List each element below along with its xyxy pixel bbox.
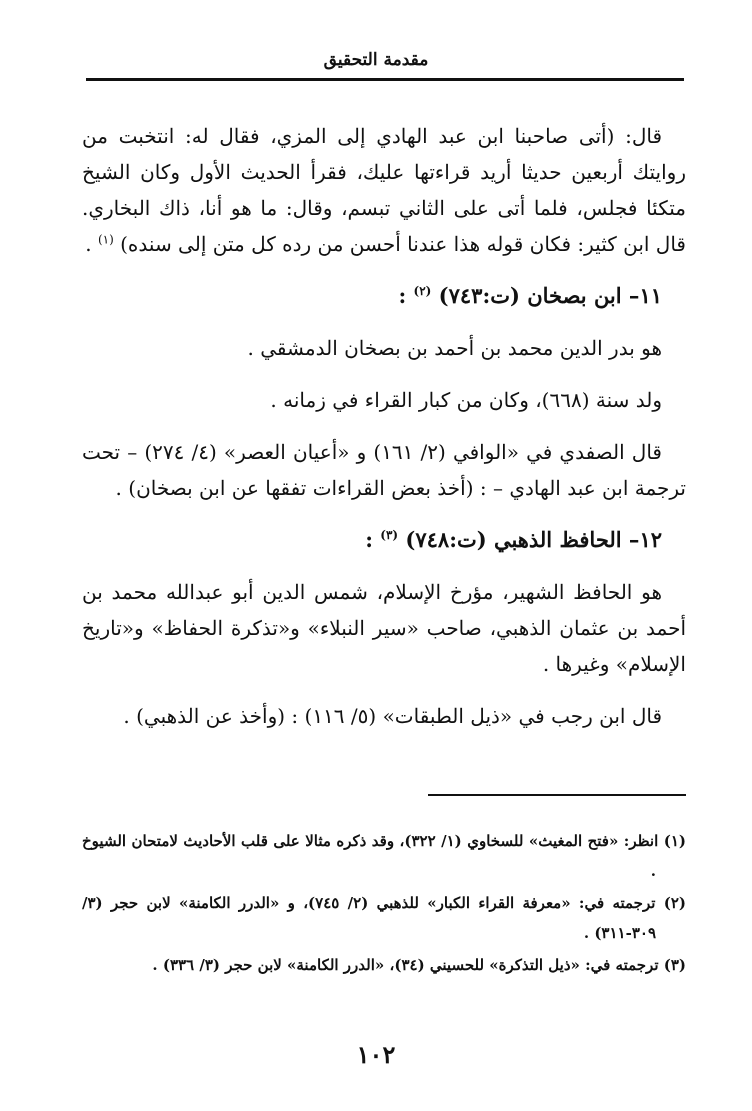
header-rule: [86, 78, 684, 81]
section-heading-12-end: :: [365, 527, 381, 552]
paragraph-birth: ولد سنة (٦٦٨)، وكان من كبار القراء في زمانه .: [270, 388, 662, 412]
paragraph-safadi: قال الصفدي في «الوافي (٢/ ١٦١) و «أعيان العصر» (٤/ ٢٧٤) – تحت ترجمة ابن عبد الهادي – : (أخذ بعض القراءات تفقها عن ابن بصخان) .: [82, 440, 686, 500]
section-heading-11-text: ١١– ابن بصخان (ت:٧٤٣): [438, 283, 662, 308]
section-heading-11: [82, 278, 686, 314]
paragraph-quote-text: قال: (أتى صاحبنا ابن عبد الهادي إلى المزي، فقال له: انتخبت من روايتك أربعين حديثا أريد قراءتها عليك، فقرأ الحديث الأول وكان الشيخ متكئا فجلس، فلما أتى على الثاني تبسم، وقال: ما هو أنا، ذاك البخاري. قال ابن كثير: فكان قوله هذا عندنا أحسن من رده كل متن إلى سنده): [82, 124, 686, 256]
footnotes: [82, 826, 686, 982]
main-text: [82, 118, 686, 750]
footnote-3: (٣) ترجمته في: «ذيل التذكرة» للحسيني (٣٤)، «الدرر الكامنة» لابن حجر (٣/ ٣٣٦) .: [152, 956, 686, 974]
running-header: مقدمة التحقيق: [323, 50, 429, 70]
paragraph-quote-end: .: [85, 232, 98, 256]
footnote-ref-3[interactable]: (٣): [380, 528, 399, 542]
page-number: ١٠٢: [356, 1040, 396, 1069]
footnote-ref-2[interactable]: (٢): [413, 284, 432, 298]
section-heading-12: [82, 522, 686, 558]
footnote-2: (٢) ترجمته في: «معرفة القراء الكبار» للذهبي (٢/ ٧٤٥)، و «الدرر الكامنة» لابن حجر (٣/ ٣٠٩-٣١١) .: [82, 894, 686, 942]
section-heading-11-end: :: [398, 283, 414, 308]
paragraph-dhahabi: هو الحافظ الشهير، مؤرخ الإسلام، شمس الدين أبو عبدالله محمد بن أحمد بن عثمان الذهبي، صاحب «سير النبلاء» و«تذكرة الحفاظ» و«تاريخ الإسلام» وغيرها .: [82, 580, 686, 676]
paragraph-ibn-rajab: قال ابن رجب في «ذيل الطبقات» (٥/ ١١٦) : (وأخذ عن الذهبي) .: [123, 704, 662, 728]
footnote-ref-1[interactable]: (١): [97, 232, 114, 247]
paragraph-quote: [82, 118, 686, 262]
footnote-1: (١) انظر: «فتح المغيث» للسخاوي (١/ ٣٢٢)، وقد ذكره مثالا على قلب الأحاديث لامتحان الشيوخ .: [82, 832, 687, 880]
section-heading-12-text: ١٢– الحافظ الذهبي (ت:٧٤٨): [405, 527, 662, 552]
footnote-rule: [428, 794, 686, 796]
paragraph-name: هو بدر الدين محمد بن أحمد بن بصخان الدمشقي .: [247, 336, 662, 360]
